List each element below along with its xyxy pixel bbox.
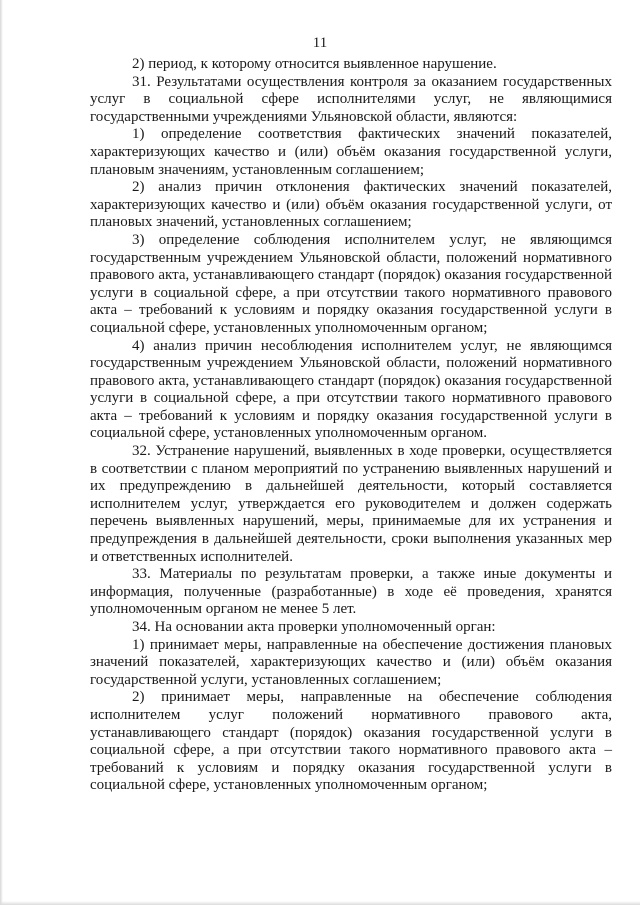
paragraph-34-item-2: 2) принимает меры, направленные на обеспечение соблюдения исполнителем услуг положений нормативного правового акта, устанавливающего стандарт (порядок) оказания государственной услуги в социальной сфере, а при отсутствии такого нормативного правового акта – требований к условиям и порядку оказания государственной услуги в социальной сфере, установленных уполномоченным органом;	[90, 689, 612, 794]
paragraph-31-item-4: 4) анализ причин несоблюдения исполнителем услуг, не являющимся государственным учреждением Ульяновской области, положений нормативного правового акта, устанавливающего стандарт (порядок) оказания государственной услуги в социальной сфере, а при отсутствии такого нормативного правового акта – требований к условиям и порядку оказания государственной услуги в социальной сфере, установленных уполномоченным органом.	[90, 337, 612, 442]
paragraph-31-control-results: 31. Результатами осуществления контроля за оказанием государственных услуг в социальной сфере исполнителями услуг, не являющимися государственными учреждениями Ульяновской области, являются:	[90, 73, 612, 125]
scan-edge-bottom	[0, 901, 640, 905]
paragraph-31-item-2: 2) анализ причин отклонения фактических значений показателей, характеризующих качество и (или) объём оказания государственной услуги, от плановых значений, установленных соглашением;	[90, 179, 612, 231]
paragraph-item-2-period: 2) период, к которому относится выявленное нарушение.	[132, 56, 497, 72]
document-body	[90, 56, 612, 795]
scan-edge-left	[0, 0, 3, 905]
page-number: 11	[312, 35, 328, 51]
paragraph-34-item-1: 1) принимает меры, направленные на обеспечение достижения плановых значений показателей, характеризующих качество и (или) объём оказания государственной услуги, установленных соглашением;	[90, 636, 612, 688]
paragraph-32-violation-elimination: 32. Устранение нарушений, выявленных в ходе проверки, осуществляется в соответствии с планом мероприятий по устранению выявленных нарушений и их предупреждению в дальнейшей деятельности, который составляется исполнителем услуг, утверждается его руководителем и должен содержать перечень выявленных нарушений, меры, принимаемые для их устранения и предупреждения в дальнейшей деятельности, сроки выполнения указанных мер и ответственных исполнителей.	[90, 443, 612, 565]
paragraph-31-item-1: 1) определение соответствия фактических значений показателей, характеризующих качество и (или) объём оказания государственной услуги, плановым значениям, установленным соглашением;	[90, 126, 612, 178]
paragraph-34-authority-actions: 34. На основании акта проверки уполномоченный орган:	[132, 619, 496, 635]
paragraph-31-item-3: 3) определение соблюдения исполнителем услуг, не являющимся государственным учреждением Ульяновской области, положений нормативного правового акта, устанавливающего стандарт (порядок) оказания государственной услуги в социальной сфере, а при отсутствии такого нормативного правового акта – требований к условиям и порядку оказания государственной услуги в социальной сфере, установленных уполномоченным органом;	[90, 231, 612, 336]
paragraph-33-materials-storage: 33. Материалы по результатам проверки, а также иные документы и информация, полученные (разработанные) в ходе её проведения, хранятся уполномоченным органом не менее 5 лет.	[90, 566, 612, 618]
